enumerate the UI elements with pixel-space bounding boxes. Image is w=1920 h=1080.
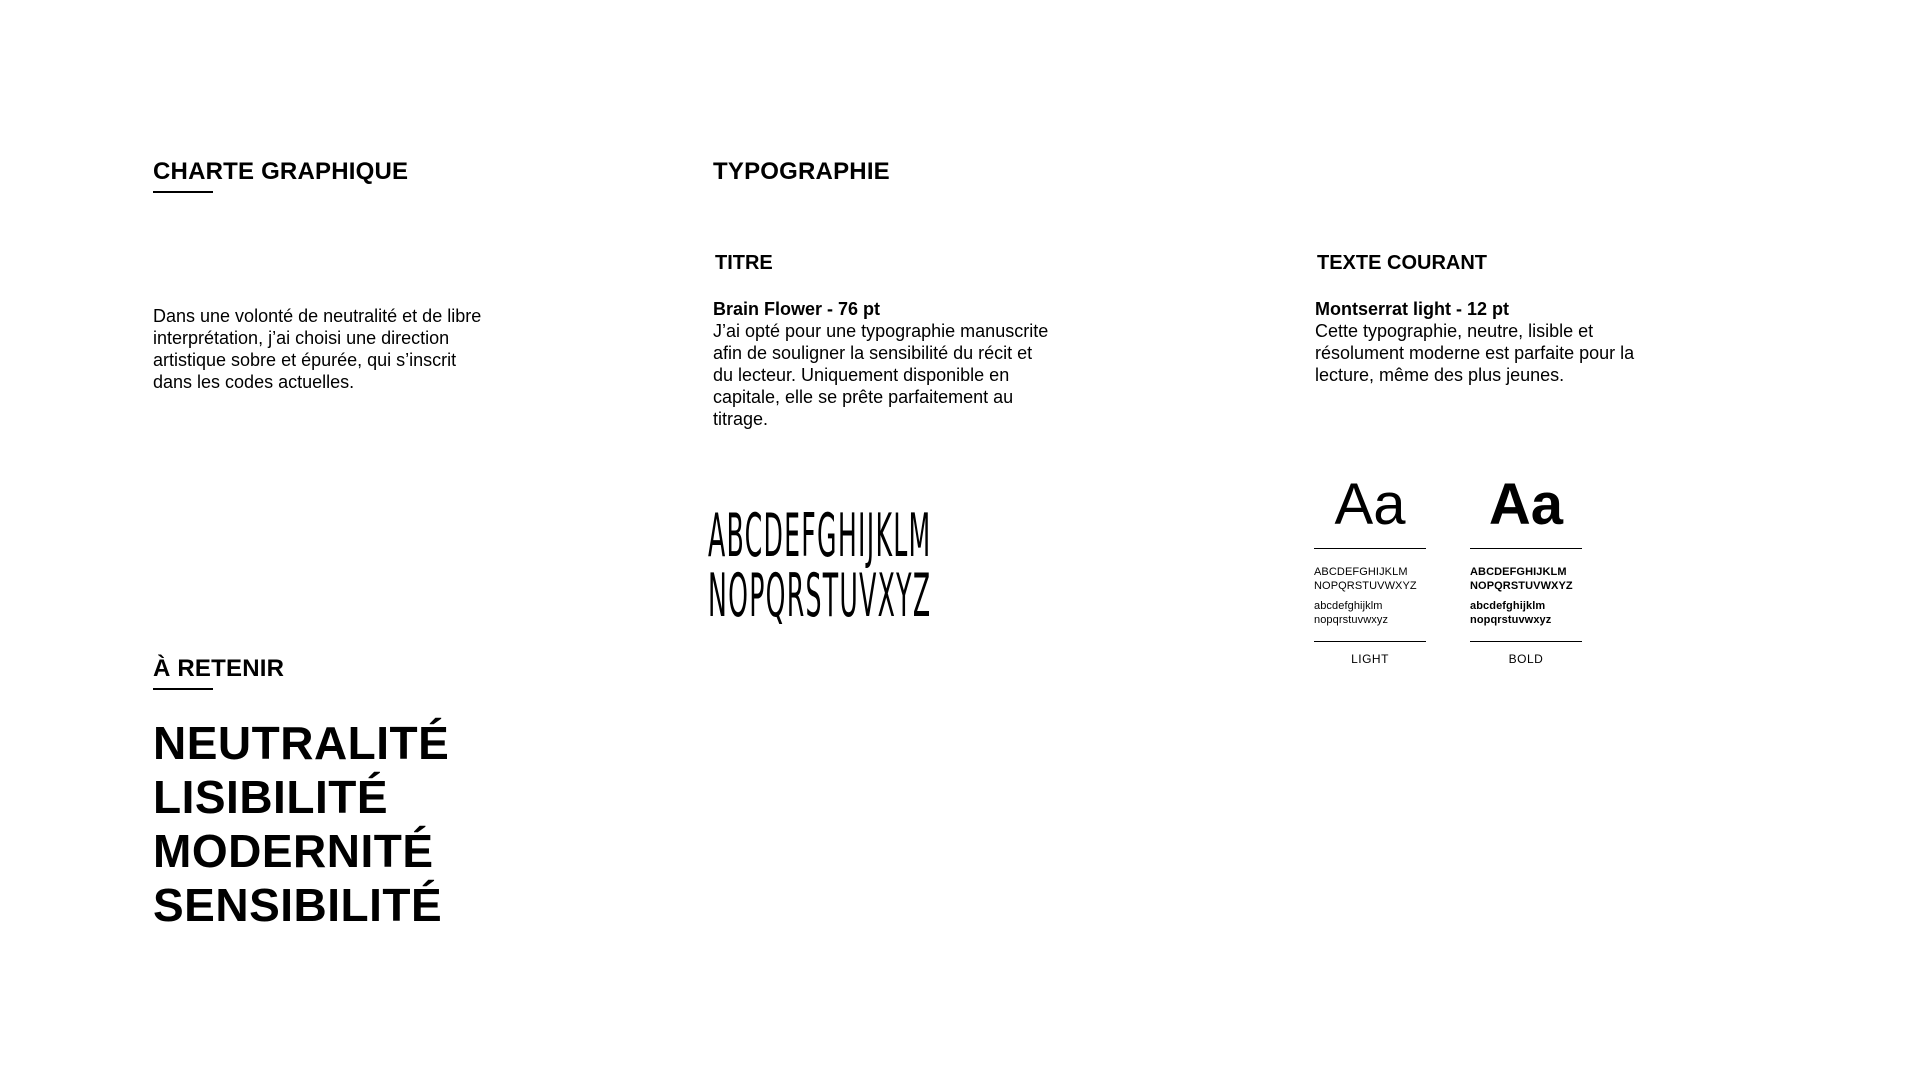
brain-flower-alphabet	[708, 501, 1240, 631]
specimen-light	[1314, 470, 1426, 666]
titre-label: TITRE	[715, 252, 773, 274]
retenir-underline	[153, 688, 213, 690]
keyword-item: SENSIBILITÉ	[153, 879, 443, 931]
specimen-caption: BOLD	[1508, 652, 1544, 666]
charte-intro: Dans une volonté de neutralité et de libre interprétation, j’ai choisi une direction artistique sobre et épurée, qui s’inscrit dans les codes actuelles.	[153, 306, 482, 392]
keyword-item: LISIBILITÉ	[153, 771, 388, 823]
specimen-rule	[1470, 548, 1582, 549]
specimen-uppercase: ABCDEFGHIJKLM	[1470, 566, 1567, 578]
specimen-lowercase: abcdefghijklm	[1470, 600, 1546, 612]
specimen-sample: Aa	[1334, 472, 1406, 537]
keyword-item: NEUTRALITÉ	[153, 717, 450, 769]
specimen-lowercase: nopqrstuvwxyz	[1314, 614, 1389, 626]
specimen-uppercase: ABCDEFGHIJKLM	[1314, 566, 1408, 578]
keywords-list	[153, 716, 449, 932]
alphabet-line-2: NOPQRSTUVXYZ	[708, 561, 932, 631]
courant-label: TEXTE COURANT	[1317, 252, 1487, 274]
courant-description: Cette typographie, neutre, lisible et résolument moderne est parfaite pour la lecture, même des plus jeunes.	[1315, 321, 1635, 385]
specimen-lowercase: abcdefghijklm	[1314, 600, 1383, 612]
titre-description: J’ai opté pour une typographie manuscrite afin de souligner la sensibilité du récit et du lecteur. Uniquement disponible en capitale, elle se prête parfaitement au titrage.	[713, 321, 1049, 429]
keyword-item: MODERNITÉ	[153, 825, 434, 877]
specimen-uppercase: NOPQRSTUVWXYZ	[1470, 580, 1573, 592]
alphabet-line-1: ABCDEFGHIJKLM	[708, 501, 932, 571]
specimen-lowercase: nopqrstuvwxyz	[1470, 614, 1552, 626]
specimen-rule	[1470, 641, 1582, 642]
typographie-heading: TYPOGRAPHIE	[713, 158, 890, 185]
specimen-sample: Aa	[1488, 472, 1564, 537]
specimen-caption: LIGHT	[1351, 652, 1389, 666]
charte-heading: CHARTE GRAPHIQUE	[153, 158, 409, 185]
specimen-uppercase: NOPQRSTUVWXYZ	[1314, 580, 1417, 592]
specimen-rule	[1314, 548, 1426, 549]
courant-font-name: Montserrat light - 12 pt	[1315, 299, 1510, 319]
charte-underline	[153, 191, 213, 193]
retenir-heading: À RETENIR	[153, 655, 285, 682]
specimen-bold	[1470, 470, 1582, 666]
titre-font-name: Brain Flower - 76 pt	[713, 299, 881, 319]
specimen-rule	[1314, 641, 1426, 642]
